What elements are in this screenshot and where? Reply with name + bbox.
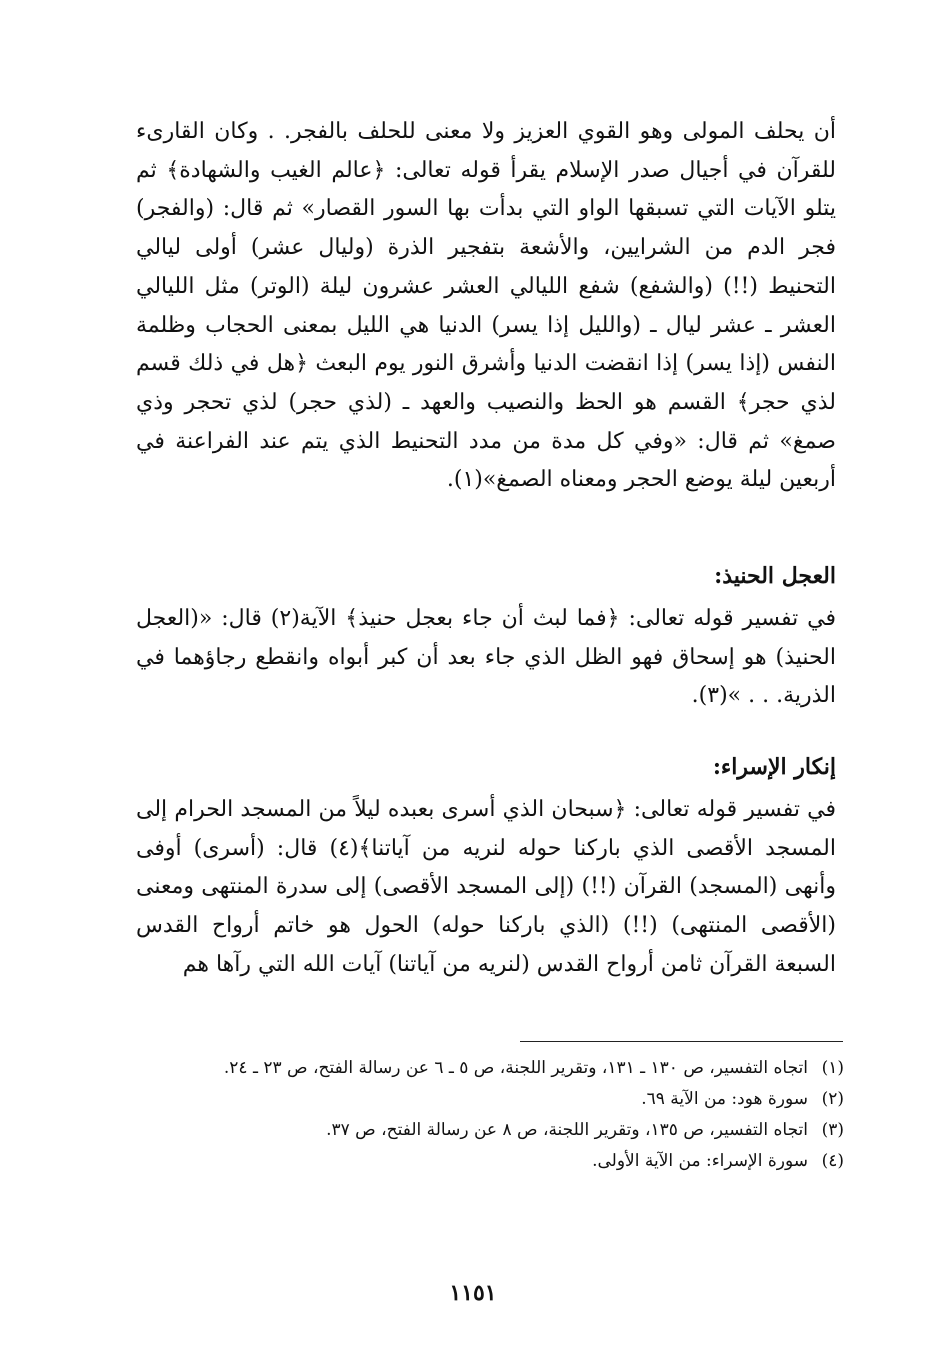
paragraph: في تفسير قوله تعالى: ﴿سبحان الذي أسرى بعبده ليلاً من المسجد الحرام إلى المسجد الأقصى الذي باركنا حوله لنريه من آياتنا﴾(٤) قال: (أسرى) أوفى وأنهى (المسجد) القرآن (!!) (إلى المسجد الأقصى) إلى سدرة المنتهى ومعنى (الأقصى المنتهى) (!!) (الذي باركنا حوله) الحول هو خاتم أرواح القدس السبعة القرآن ثامن أرواح القدس (لنريه من آياتنا) آيات الله التي رآها هم: [136, 797, 837, 977]
footnote: [150, 1084, 844, 1115]
footnote-number: (١): [821, 1058, 844, 1078]
footnote-text: سورة هود: من الآية ٦٩.: [641, 1089, 808, 1109]
footnote-text: سورة الإسراء: من الآية الأولى.: [592, 1151, 808, 1171]
paragraph: أن يحلف المولى وهو القوي العزيز ولا معنى للحلف بالفجر. . وكان القارىء للقرآن في أجيال صدر الإسلام يقرأ قوله تعالى: ﴿عالم الغيب والشهادة﴾ ثم يتلو الآيات التي تسبقها الواو التي بدأت بها السور القصار» ثم قال: (والفجر) فجر الدم من الشرايين، والأشعة بتفجير الذرة (وليال عشر) أولى ليالي التحنيط (!!) (والشفع) شفع الليالي العشر عشرون ليلة (الوتر) مثل الليالي العشر ـ عشر ليال ـ (والليل إذا يسر) الدنيا هي الليل بمعنى الحجاب وظلمة النفس (إذا يسر) إذا انقضت الدنيا وأشرق النور يوم البعث ﴿هل في ذلك قسم لذي حجر﴾ القسم هو الحظ والنصيب والعهد ـ (لذي حجر) لذي تحجر وذي صمغ» ثم قال: «وفي كل مدة من مدد التحنيط الذي يتم عند الفراعنة في أربعين ليلة يوضع الحجر ومعناه الصمغ»(١).: [136, 119, 836, 493]
page-number: ١١٥١: [449, 1280, 497, 1306]
main-text-2: [136, 600, 836, 716]
footnote-text: اتجاه التفسير، ص ١٣٠ ـ ١٣١، وتقرير اللجنة، ص ٥ ـ ٦ عن رسالة الفتح، ص ٢٣ ـ ٢٤.: [223, 1058, 808, 1078]
footnote-number: (٣): [821, 1120, 844, 1140]
heading-golden-calf: العجل الحنيذ:: [714, 563, 836, 589]
footnote-number: (٢): [821, 1089, 844, 1109]
main-text-1: [136, 113, 836, 500]
footnote: [150, 1146, 844, 1177]
main-text-3: [136, 791, 836, 985]
footnote-text: اتجاه التفسير، ص ١٣٥، وتقرير اللجنة، ص ٨ عن رسالة الفتح، ص ٣٧.: [326, 1120, 808, 1140]
section-heading: [136, 748, 836, 786]
paragraph: في تفسير قوله تعالى: ﴿فما لبث أن جاء بعجل حنيذ﴾ الآية(٢) قال: «(العجل الحنيذ) هو إسحاق فهو الظل الذي جاء بعد أن كبر أبواه وانقطع رجاؤهما في الذرية. . . »(٣).: [136, 606, 836, 709]
footnote-number: (٤): [821, 1151, 844, 1171]
footnote-divider: [520, 1041, 843, 1042]
footnote: [150, 1115, 844, 1146]
footnotes: [150, 1053, 844, 1177]
footnote: [150, 1053, 844, 1084]
section-heading: [136, 557, 836, 595]
heading-isra-denial: إنكار الإسراء:: [712, 754, 836, 780]
